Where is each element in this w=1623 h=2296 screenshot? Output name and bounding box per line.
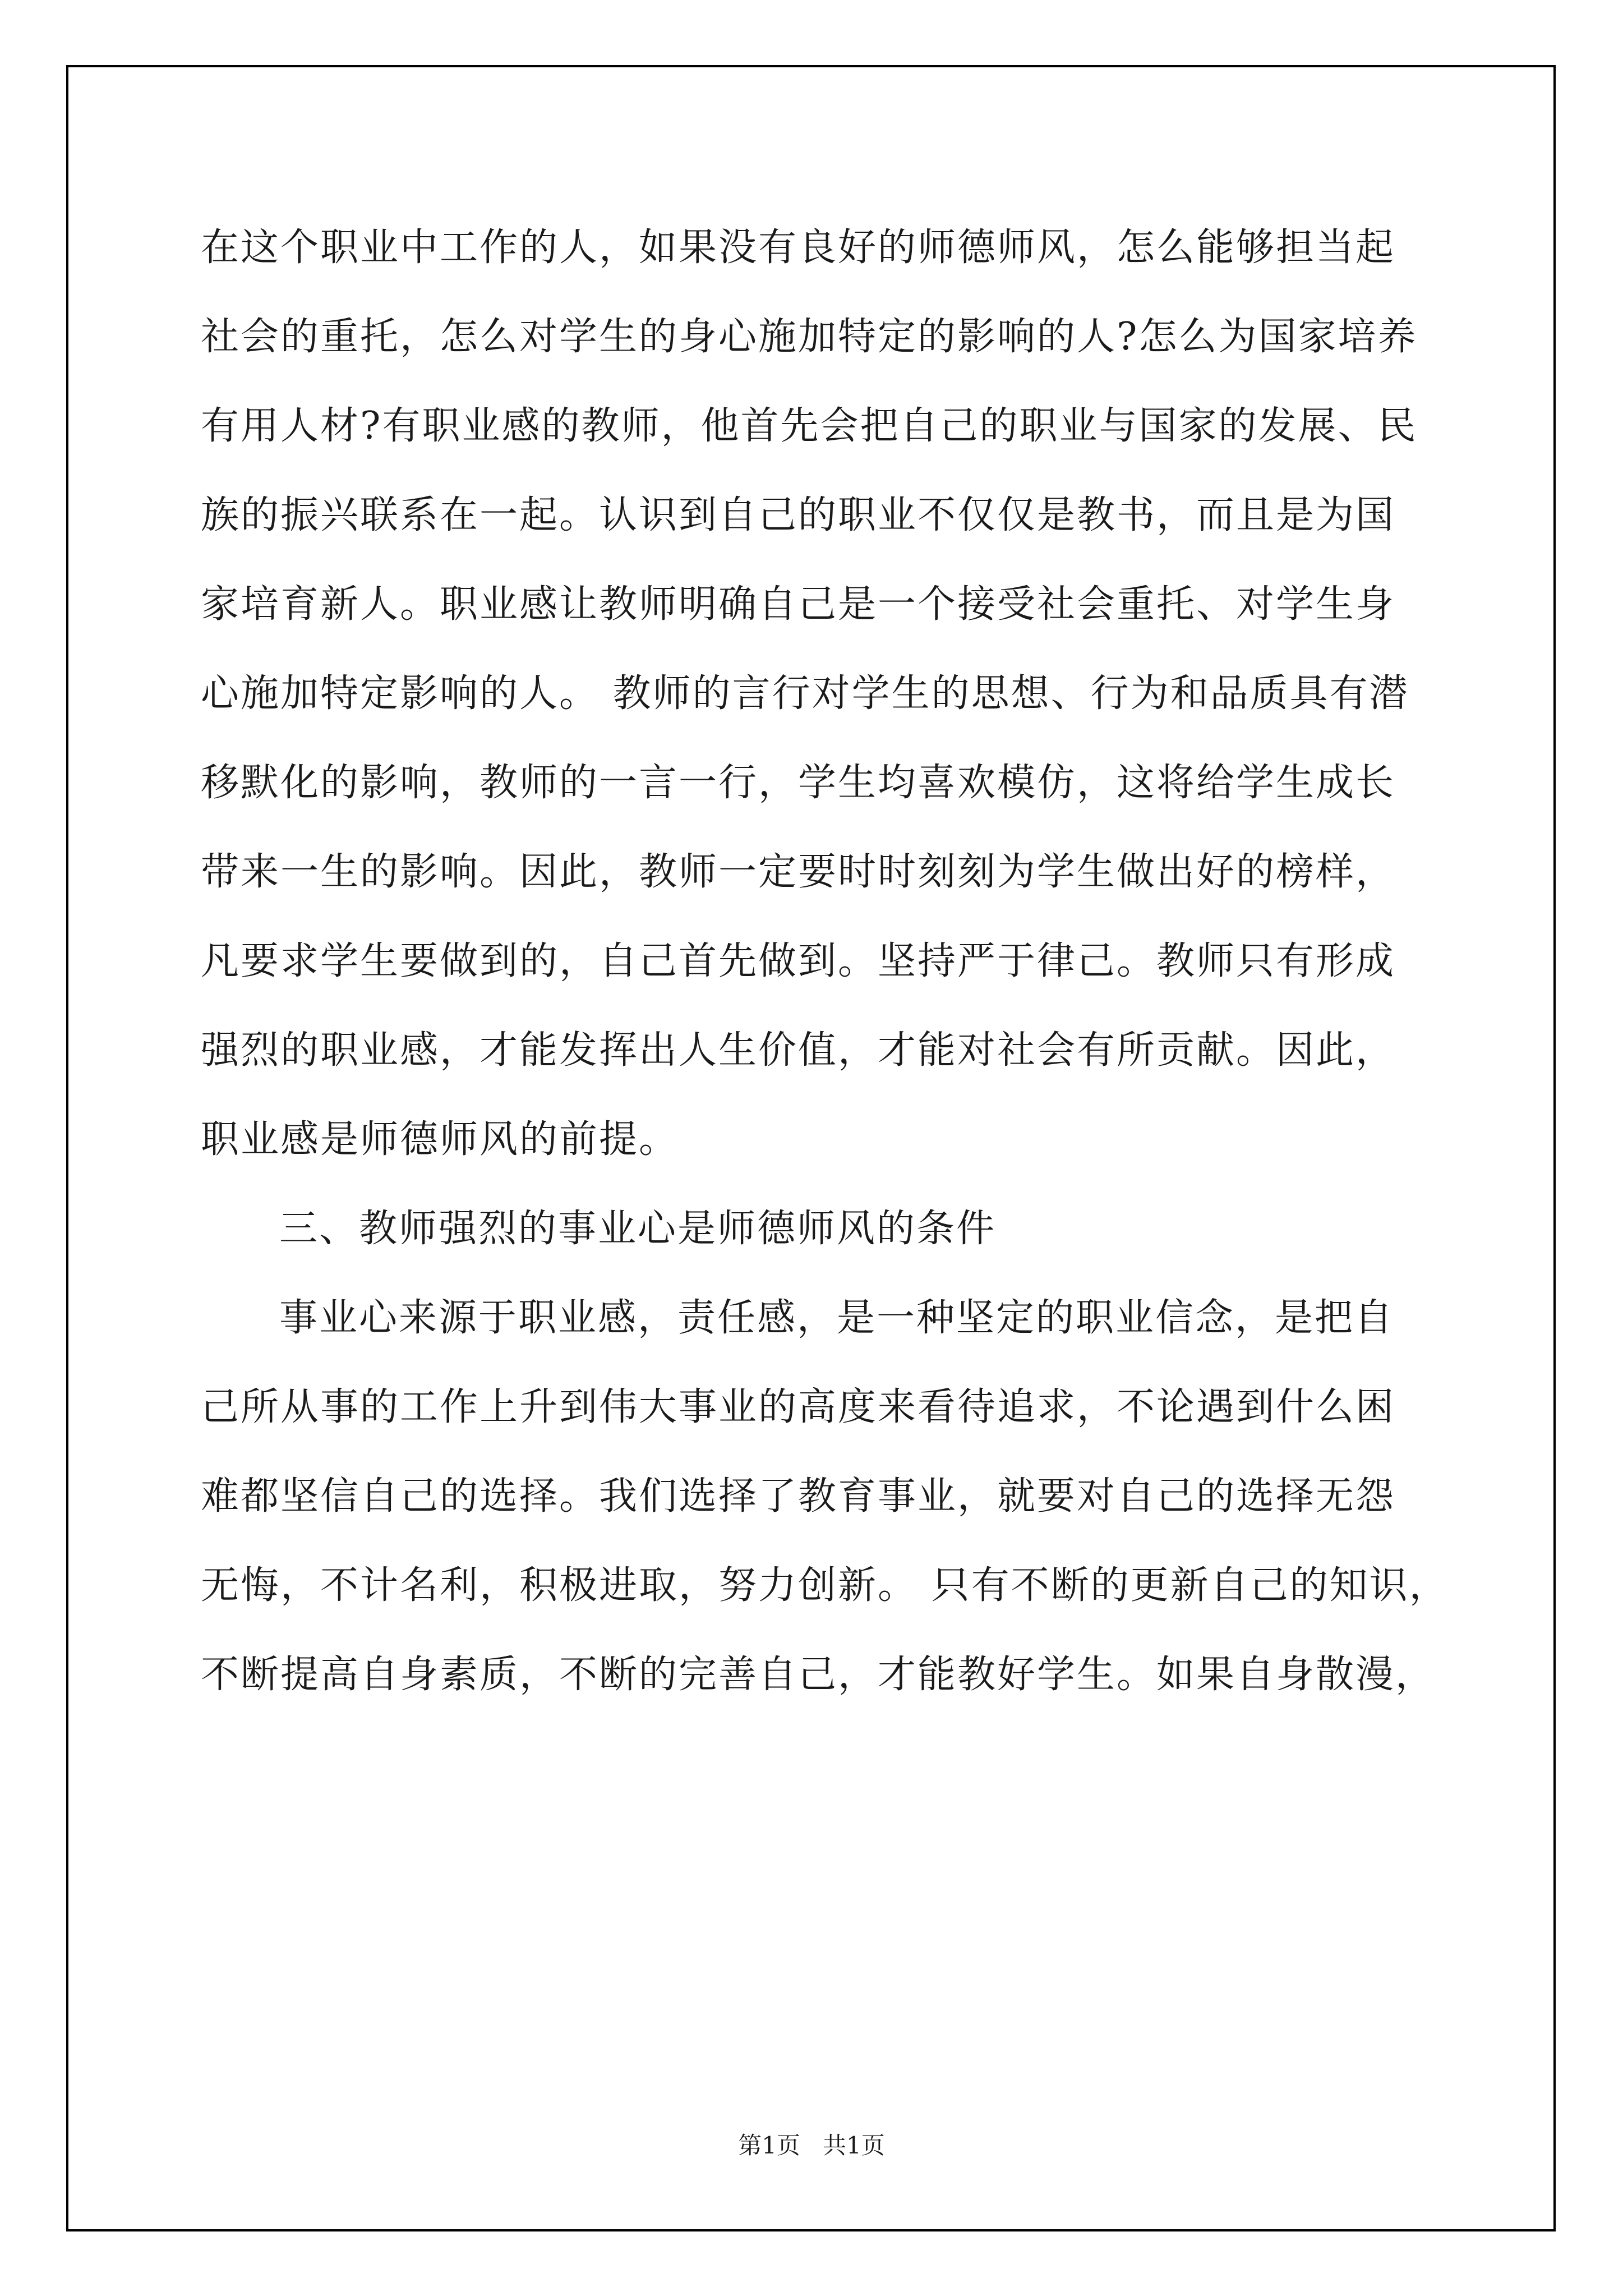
text-line: 在这个职业中工作的人，如果没有良好的师德师风，怎么能够担当起 [201, 226, 1396, 270]
text-line: 凡要求学生要做到的，自己首先做到。坚持严于律己。教师只有形成 [201, 939, 1396, 983]
page-total: 共1页 [823, 2132, 885, 2159]
text-line: 难都坚信自己的选择。我们选择了教育事业，就要对自己的选择无怨 [201, 1474, 1396, 1519]
text-line: 移默化的影响，教师的一言一行，学生均喜欢模仿，这将给学生成长 [201, 761, 1396, 805]
text-line: 无悔，不计名利，积极进取，努力创新。 只有不断的更新自己的知识， [201, 1563, 1449, 1608]
page-footer [0, 2129, 1623, 2162]
text-line: 有用人材?有职业感的教师，他首先会把自己的职业与国家的发展、民 [201, 404, 1418, 448]
text-line: 事业心来源于职业感，责任感，是一种坚定的职业信念，是把自 [279, 1296, 1395, 1340]
text-line: 强烈的职业感，才能发挥出人生价值，才能对社会有所贡献。因此， [201, 1028, 1396, 1073]
text-line: 族的振兴联系在一起。认识到自己的职业不仅仅是教书，而且是为国 [201, 493, 1396, 537]
text-line: 不断提高自身素质，不断的完善自己，才能教好学生。如果自身散漫， [201, 1653, 1436, 1697]
text-line: 家培育新人。职业感让教师明确自己是一个接受社会重托、对学生身 [201, 582, 1396, 627]
text-line: 心施加特定影响的人。 教师的言行对学生的思想、行为和品质具有潜 [201, 671, 1409, 716]
text-line: 社会的重托，怎么对学生的身心施加特定的影响的人?怎么为国家培养 [201, 315, 1418, 359]
text-line: 己所从事的工作上升到伟大事业的高度来看待追求，不论遇到什么困 [201, 1385, 1396, 1429]
section-heading: 三、教师强烈的事业心是师德师风的条件 [279, 1207, 997, 1251]
text-line: 职业感是师德师风的前提。 [201, 1117, 679, 1162]
page-number: 第1页 [738, 2132, 800, 2159]
text-line: 带来一生的影响。因此，教师一定要时时刻刻为学生做出好的榜样， [201, 850, 1396, 894]
